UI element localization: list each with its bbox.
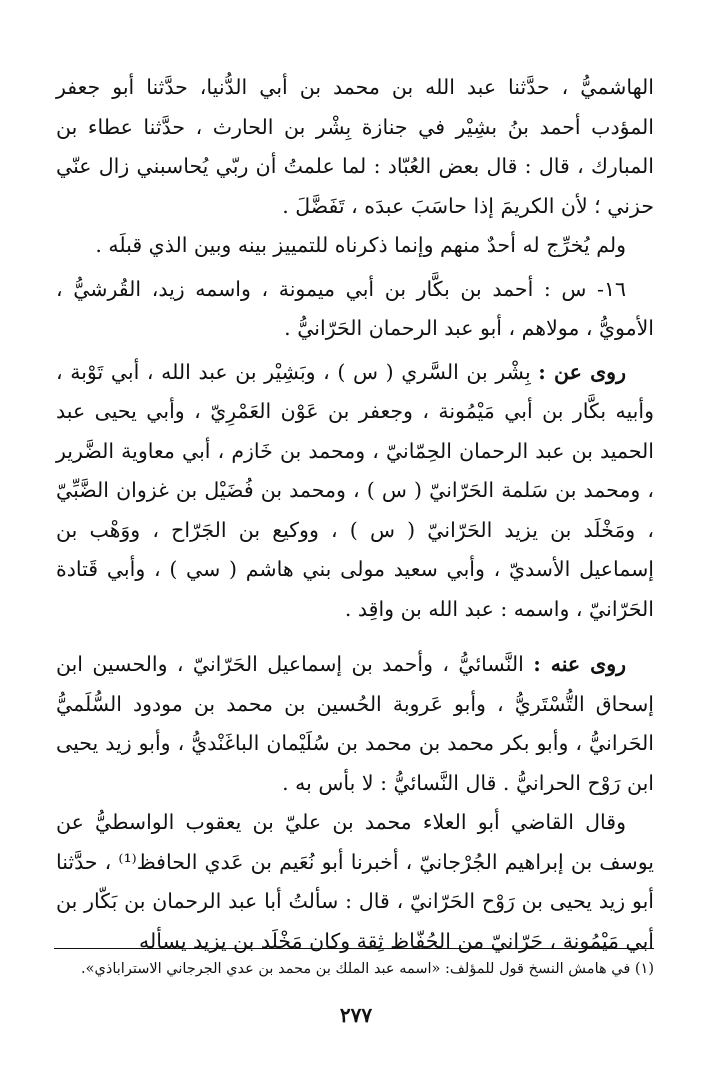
- paragraph-quote: [56, 803, 654, 961]
- paragraph-note: [56, 226, 654, 266]
- paragraph-text: بِشْر بن السَّري ( س ) ، وبَشِيْر بن عبد الله ، أبي تَوْبة ، وأبيه بكَّار بن أبي مَيْمُونة ، وجعفر بن عَوْن العَمْرِيّ ، وأبي يحيى عبد الحميد بن عبد الرحمان الحِمّانيّ ، ومحمد بن خَازم ، أبي معاوية الضَّرير ، ومحمد بن سَلمة الحَرّانيّ ( س ) ، ومحمد بن فُضَيْل بن غزوان الضَّبِّيّ ، ومَخْلَد بن يزيد الحَرّانيّ ( س ) ، ووكيع بن الجَرّاح ، ووَهْب بن إسماعيل الأسديّ ، وأبي سعيد مولى بني هاشم ( سي ) ، وأبي قَتادة الحَرّانيّ ، واسمه : عبد الله بن واقِد .: [56, 359, 654, 621]
- footnote-divider: [54, 948, 654, 949]
- paragraph-text: الهاشميُّ ، حدَّثنا عبد الله بن محمد بن أبي الدُّنيا، حدَّثنا أبو جعفر المؤدب أحمد بنُ بشِيْر في جنازة بِشْر بن الحارث ، حدَّثنا عطاء بن المبارك ، قال : قال بعض العُبّاد : لما علمتُ أن ربّي يُحاسبني زال عنّي حزني ؛ لأن الكريمَ إذا حاسَبَ عبدَه ، تَفَضَّلَ .: [56, 75, 654, 218]
- paragraph-text: ١٦- س : أحمد بن بكَّار بن أبي ميمونة ، واسمه زيد، القُرشيُّ ، الأمويُّ ، مولاهم ، أبو عبد الرحمان الحَرّانيُّ .: [56, 276, 654, 340]
- narrated-by-label: روى عنه :: [533, 652, 626, 676]
- paragraph-text: ولم يُخرِّج له أحدٌ منهم وإنما ذكرناه للتمييز بينه وبين الذي قبلَه .: [95, 233, 626, 257]
- page-number: ٢٧٧: [339, 1003, 373, 1027]
- paragraph-continuation: [56, 68, 654, 226]
- entry-heading: [56, 270, 654, 349]
- footnote: (١) في هامش النسخ قول للمؤلف: «اسمه عبد الملك بن محمد بن عدي الجرجاني الاستراباذي».: [81, 961, 654, 977]
- paragraph-text: وقال القاضي أبو العلاء محمد بن عليّ بن يعقوب الواسطيُّ عن يوسف بن إبراهيم الجُرْجانيّ ، أخبرنا أبو نُعَيم بن عَدي الحافظ⁽¹⁾ ، حدَّثنا أبو زيد يحيى بن رَوْح الحَرّانيّ ، قال : سألتُ أبا عبد الرحمان بن بَكّار بن أبي مَيْمُونة ، حَرّانيّ من الحُفّاظ ثِقة وكان مَخْلَد بن يزيد يسأله: [56, 810, 654, 953]
- narrated-by-paragraph: [56, 645, 654, 803]
- narrated-from-label: روى عن :: [538, 359, 626, 384]
- narrated-from-paragraph: [56, 353, 654, 630]
- paragraph-text: النَّسائيُّ ، وأحمد بن إسماعيل الحَرّانيّ ، والحسين ابن إسحاق التُّسْتَريُّ ، وأبو عَروبة الحُسين بن محمد بن مودود السُّلَميُّ الحَرانيُّ ، وأبو بكر محمد بن محمد بن سُلَيْمان الباغَنْديُّ ، وأبو زيد يحيى ابن رَوْح الحرانيُّ . قال النَّسائيُّ : لا بأس به .: [56, 652, 654, 795]
- main-text: [56, 68, 654, 961]
